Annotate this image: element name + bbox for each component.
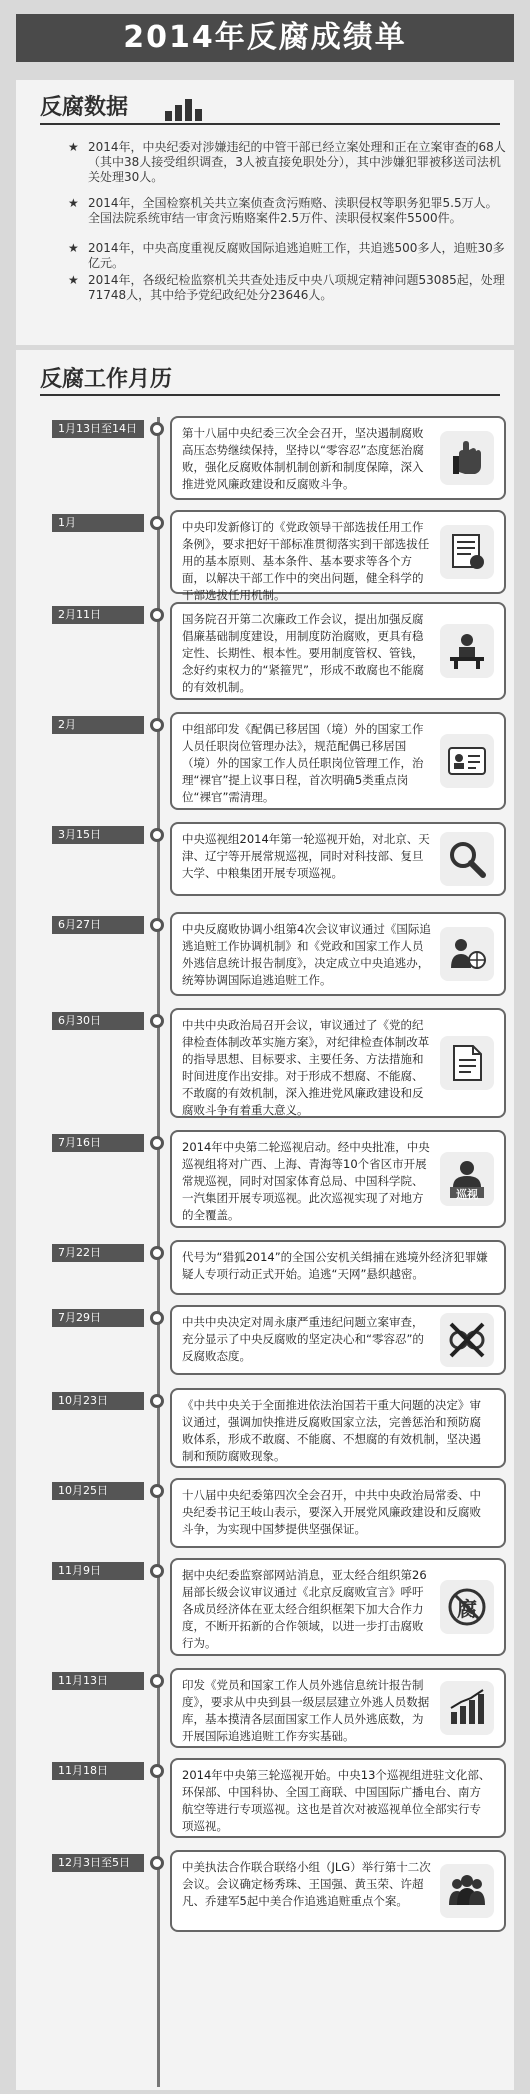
icon-label: 腐 (457, 1596, 477, 1621)
event-text: 中共中央决定对周永康严重违纪问题立案审查，充分显示了中央反腐败的坚定决心和“零容忍”的反腐败态度。 (182, 1315, 424, 1363)
timeline-event (170, 912, 506, 996)
person-globe-icon (440, 927, 494, 981)
timeline-dot (150, 918, 164, 932)
timeline-dot (150, 608, 164, 622)
corruption-sign-icon (440, 1580, 494, 1634)
date-tag: 6月30日 (52, 1012, 144, 1030)
timeline-event (170, 1130, 506, 1228)
timeline-dot (150, 828, 164, 842)
event-text: 2014年中央第三轮巡视开始。中央13个巡视组进驻文化部、环保部、中国科协、全国工商联、中国国际广播电台、南方航空等进行专项巡视。这也是首次对被巡视单位全部实行专项巡视。 (182, 1768, 491, 1833)
event-text: 第十八届中央纪委三次全会召开，坚决遏制腐败高压态势继续保持，坚持以“零容忍”态度惩治腐败，强化反腐败体制机制创新和制度保障，深入推进党风廉政建设和反腐败斗争。 (182, 426, 424, 491)
timeline-event (170, 1558, 506, 1656)
id-card-icon (440, 734, 494, 788)
timeline-event (170, 1478, 506, 1548)
timeline-dot (150, 1136, 164, 1150)
stats-item-text: 2014年，中央高度重视反腐败国际追逃追赃工作，共追逃500多人，追赃30多亿元。 (88, 241, 505, 270)
event-text: 十八届中央纪委第四次全会召开，中共中央政治局常委、中央纪委书记王岐山表示，要深入开展党风廉政建设和反腐败斗争，为实现中国梦提供坚强保证。 (182, 1488, 481, 1536)
star-icon: ★ (68, 273, 79, 287)
stats-item-text: 2014年，各级纪检监察机关共查处违反中央八项规定精神问题53085起，处理71748人，其中给予党纪政纪处分23646人。 (88, 273, 505, 302)
event-text: 中央反腐败协调小组第4次会议审议通过《国际追逃追赃工作协调机制》和《党政和国家工作人员外逃信息统计报告制度》，决定成立中央追逃办，统筹协调国际追逃追赃工作。 (182, 922, 431, 987)
stats-item (68, 273, 506, 303)
chart-icon (440, 1681, 494, 1735)
timeline-event (170, 510, 506, 602)
timeline-dot (150, 422, 164, 436)
date-tag: 6月27日 (52, 916, 144, 934)
timeline-event (170, 712, 506, 810)
timeline-dot (150, 1856, 164, 1870)
timeline-dot (150, 1246, 164, 1260)
timeline-dot (150, 1674, 164, 1688)
date-tag: 1月 (52, 514, 144, 532)
timeline-dot (150, 1311, 164, 1325)
event-text: 2014年中央第二轮巡视启动。经中央批准，中央巡视组将对广西、上海、青海等10个省区市开展常规巡视，同时对国家体育总局、中国科学院、一汽集团开展专项巡视。此次巡视实现了对地方的全覆盖。 (182, 1140, 430, 1222)
event-text: 中美执法合作联合联络小组（JLG）举行第十二次会议。会议确定杨秀珠、王国强、黄玉荣、许超凡、乔建军5起中美合作追逃追赃重点个案。 (182, 1860, 431, 1908)
timeline-dot (150, 1484, 164, 1498)
date-tag: 11月9日 (52, 1562, 144, 1580)
meeting-icon (440, 624, 494, 678)
bar-chart-icon (165, 95, 205, 121)
timeline-dot (150, 718, 164, 732)
date-tag: 2月 (52, 716, 144, 734)
date-tag: 1月13日至14日 (52, 420, 144, 438)
magnifier-icon (440, 832, 494, 886)
star-icon: ★ (68, 241, 79, 255)
event-text: 印发《党员和国家工作人员外逃信息统计报告制度》，要求从中央到县一级层层建立外逃人员数据库，基本摸清各层面国家工作人员外逃底数，为开展国际追逃追赃工作夯实基础。 (182, 1678, 430, 1743)
date-tag: 11月18日 (52, 1762, 144, 1780)
date-tag: 7月29日 (52, 1309, 144, 1327)
timeline-dot (150, 1564, 164, 1578)
stats-item-text: 2014年，中央纪委对涉嫌违纪的中管干部已经立案处理和正在立案审查的68人（其中38人接受组织调查，3人被直接免职处分），其中涉嫌犯罪被移送司法机关处理30人。 (88, 140, 506, 184)
timeline-event (170, 1668, 506, 1748)
event-text: 中共中央政治局召开会议，审议通过了《党的纪律检查体制改革实施方案》，对纪律检查体制改革的指导思想、目标要求、主要任务、方法措施和时间进度作出安排。对于形成不想腐、不能腐、不敢腐的有效机制，深入推进党风廉政建设和反腐败斗争有着重大意义。 (182, 1018, 430, 1117)
star-icon: ★ (68, 140, 79, 154)
inspector-icon (440, 1152, 494, 1206)
file-icon (440, 1036, 494, 1090)
date-tag: 7月16日 (52, 1134, 144, 1152)
stats-item (68, 140, 506, 185)
timeline-event (170, 1008, 506, 1118)
document-icon (440, 525, 494, 579)
event-text: 据中央纪委监察部网站消息，亚太经合组织第26届部长级会议审议通过《北京反腐败宣言》呼吁各成员经济体在亚太经合组织框架下加大合作力度，不断开拓新的合作领域，以进一步打击腐败行为。 (182, 1568, 427, 1650)
timeline-event (170, 1388, 506, 1468)
timeline-event (170, 1850, 506, 1932)
date-tag: 3月15日 (52, 826, 144, 844)
timeline-event (170, 822, 506, 896)
group-icon (440, 1864, 494, 1918)
timeline-event (170, 1758, 506, 1838)
event-text: 中央巡视组2014年第一轮巡视开始，对北京、天津、辽宁等开展常规巡视，同时对科技部、复旦大学、中粮集团开展专项巡视。 (182, 832, 430, 880)
stats-item-text: 2014年，全国检察机关共立案侦查贪污贿赂、渎职侵权等职务犯罪5.5万人。全国法院系统审结一审贪污贿赂案件2.5万件、渎职侵权案件5500件。 (88, 196, 498, 225)
page-title: 2014年反腐成绩单 (16, 14, 514, 62)
event-text: 国务院召开第二次廉政工作会议，提出加强反腐倡廉基础制度建设，用制度防治腐败，更具有稳定性、长期性、根本性。要用制度管权、管钱，念好约束权力的“紧箍咒”，形成不敢腐也不能腐的有效机制。 (182, 612, 424, 694)
date-tag: 11月13日 (52, 1672, 144, 1690)
event-text: 《中共中央关于全面推进依法治国若干重大问题的决定》审议通过，强调加快推进反腐败国家立法，完善惩治和预防腐败体系，形成不敢腐、不能腐、不想腐的有效机制，坚决遏制和预防腐败现象。 (182, 1398, 481, 1463)
event-text: 中组部印发《配偶已移居国（境）外的国家工作人员任职岗位管理办法》，规范配偶已移居国（境）外的国家工作人员任职岗位管理工作，治理“裸官”提上议事日程，首次明确5类重点岗位“裸官”需清理。 (182, 722, 424, 804)
date-tag: 7月22日 (52, 1244, 144, 1262)
date-tag: 2月11日 (52, 606, 144, 624)
stats-rule (40, 123, 500, 125)
calendar-rule (40, 394, 500, 396)
hand-icon (440, 431, 494, 485)
calendar-heading: 反腐工作月历 (40, 367, 173, 392)
date-tag: 10月25日 (52, 1482, 144, 1500)
timeline-event (170, 1240, 506, 1295)
date-tag: 10月23日 (52, 1392, 144, 1410)
event-text: 中央印发新修订的《党政领导干部选拔任用工作条例》，要求把好干部标准贯彻落实到干部选拔任用的基本原则、基本条件、基本要求等各个方面，以解决干部工作中的突出问题，健全科学的干部选拔任用机制。 (182, 520, 430, 602)
timeline-dot (150, 516, 164, 530)
stats-item (68, 241, 506, 271)
handcuffs-cross-icon (440, 1313, 494, 1367)
timeline-event (170, 602, 506, 700)
stats-item (68, 196, 506, 226)
date-tag: 12月3日至5日 (52, 1854, 144, 1872)
star-icon: ★ (68, 196, 79, 210)
icon-label: 巡视 (456, 1188, 478, 1201)
stats-heading: 反腐数据 (40, 95, 129, 120)
event-text: 代号为“猎狐2014”的全国公安机关缉捕在逃境外经济犯罪嫌疑人专项行动正式开始。追逃“天网”悬织越密。 (182, 1250, 488, 1281)
timeline-dot (150, 1014, 164, 1028)
timeline-event (170, 416, 506, 500)
timeline-dot (150, 1764, 164, 1778)
timeline-event (170, 1305, 506, 1375)
timeline-dot (150, 1394, 164, 1408)
